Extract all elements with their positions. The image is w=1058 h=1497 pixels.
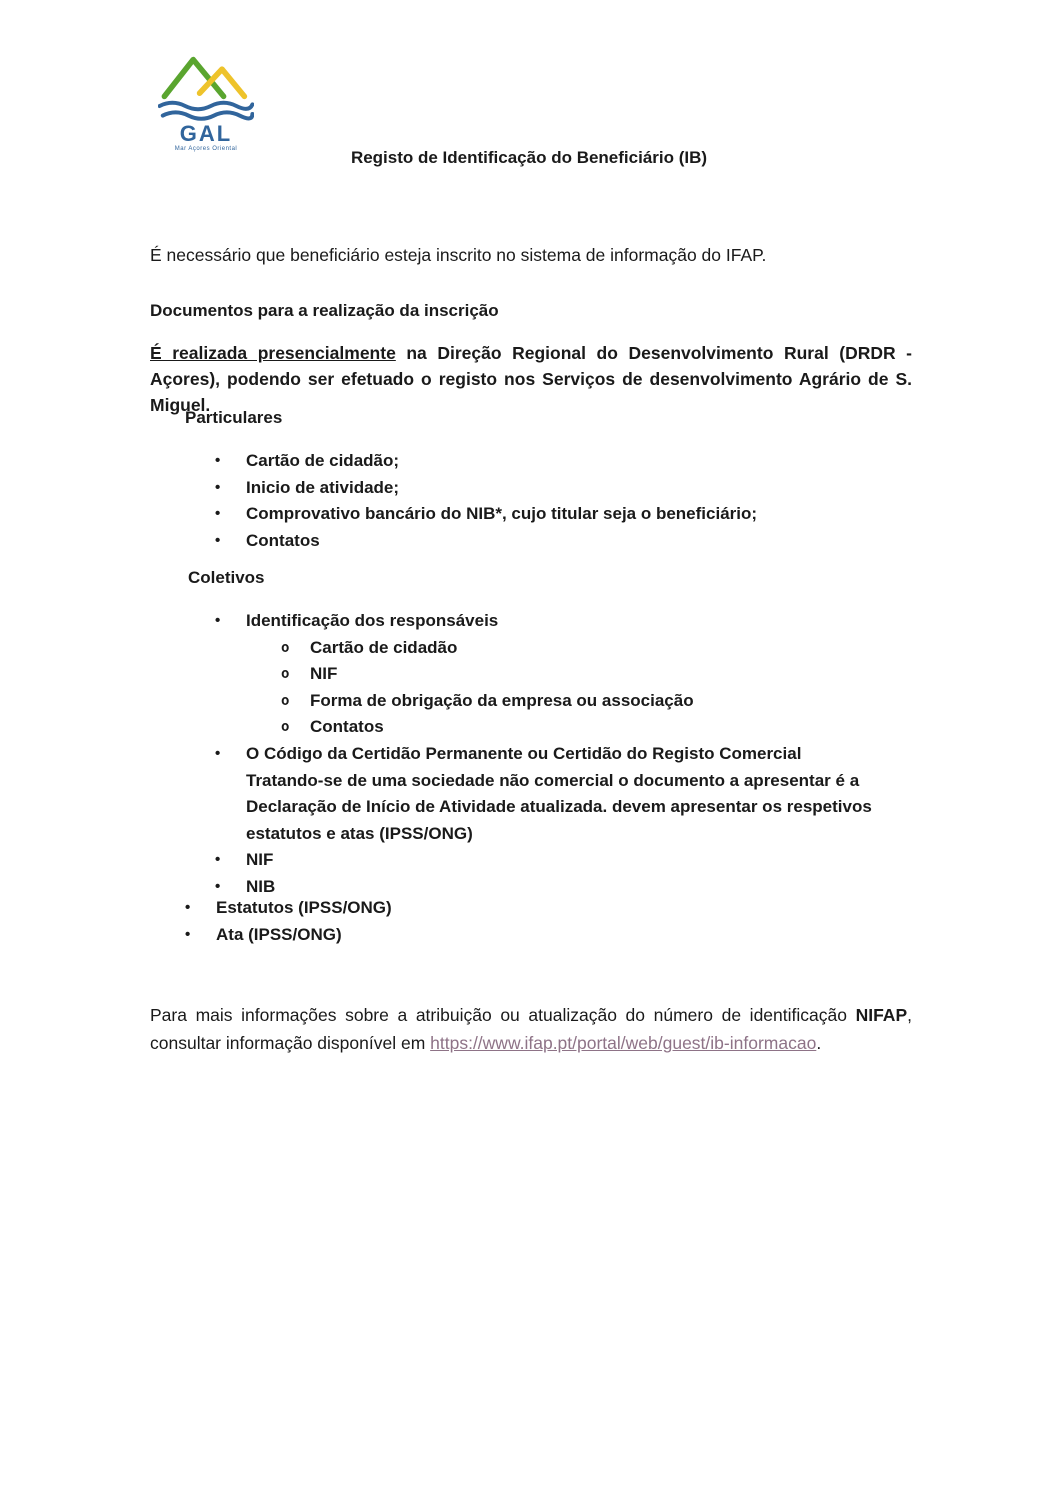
logo-text: GAL <box>179 121 233 146</box>
bullet-icon: • <box>215 478 221 496</box>
list-item-text: NIF <box>310 664 338 684</box>
page-title: Registo de Identificação do Beneficiário (IB) <box>350 148 708 167</box>
sub-list-item <box>215 714 935 741</box>
list-item-text-block <box>246 741 872 847</box>
circle-bullet-icon: o <box>281 719 290 736</box>
list-item <box>215 528 915 555</box>
particulares-list <box>215 448 915 554</box>
list-item-text: Cartão de cidadão <box>310 637 458 657</box>
bullet-icon: • <box>215 505 221 523</box>
footer-period: . <box>816 1033 822 1053</box>
circle-bullet-icon: o <box>281 666 290 683</box>
list-item-text: Comprovativo bancário do NIB*, cujo titular seja o beneficiário; <box>246 504 758 524</box>
coletivos-heading: Coletivos <box>188 568 265 587</box>
registration-paragraph <box>150 340 912 418</box>
sub-list-item <box>215 635 935 662</box>
list-item <box>215 608 935 635</box>
list-item <box>215 448 915 475</box>
gal-logo <box>156 50 256 153</box>
sub-list-item <box>215 661 935 688</box>
list-item-text: Inicio de atividade; <box>246 477 400 497</box>
text-line: Tratando-se de uma sociedade não comercial o documento a apresentar é a <box>246 770 860 790</box>
list-item-text: Cartão de cidadão; <box>246 451 400 470</box>
bullet-icon: • <box>185 925 191 943</box>
circle-bullet-icon: o <box>281 639 290 656</box>
list-item-multiline <box>215 741 935 847</box>
list-item-text: Contatos <box>246 530 320 550</box>
list-item <box>185 895 885 922</box>
bullet-icon: • <box>215 452 221 469</box>
bullet-icon: • <box>215 612 221 629</box>
footer-text-before: Para mais informações sobre a atribuição ou atualização do número de identificação <box>150 1005 856 1025</box>
bullet-icon: • <box>185 899 191 916</box>
bullet-icon: • <box>215 531 221 549</box>
text-line: estatutos e atas (IPSS/ONG) <box>246 823 473 843</box>
list-item-text: Identificação dos responsáveis <box>246 611 499 630</box>
circle-bullet-icon: o <box>281 692 290 709</box>
text-line: O Código da Certidão Permanente ou Certidão do Registo Comercial <box>246 743 802 763</box>
ifap-info-link[interactable]: https://www.ifap.pt/portal/web/guest/ib-informacao <box>430 1033 817 1053</box>
sub-list-item <box>215 688 935 715</box>
particulares-heading: Particulares <box>185 408 283 427</box>
outer-list <box>185 895 885 948</box>
list-item <box>185 922 885 949</box>
logo-tagline: Mar Açores Oriental <box>174 146 238 152</box>
paragraph-rest: na Direção Regional do Desenvolvimento Rural (DRDR - Açores), podendo ser efetuado o registo nos Serviços de desenvolvimento Agrário de S. Miguel. <box>150 343 912 415</box>
footer-bold-nifap: NIFAP <box>855 1005 908 1025</box>
underlined-phrase: É realizada presencialmente <box>150 343 396 363</box>
text-line: Declaração de Início de Atividade atualizada. devem apresentar os respetivos <box>246 797 872 817</box>
footer-text-after: , consultar informação disponível em <box>150 1005 912 1053</box>
list-item-text: Ata (IPSS/ONG) <box>216 924 342 944</box>
bullet-icon: • <box>215 851 221 869</box>
list-item <box>215 501 915 528</box>
list-item-text: NIB <box>246 876 276 896</box>
documents-section-heading: Documentos para a realização da inscrição <box>150 301 499 320</box>
coletivos-list <box>215 608 935 901</box>
list-item-text: Contatos <box>310 717 384 737</box>
gal-mountains-waves-icon <box>158 50 254 122</box>
list-item <box>215 847 935 874</box>
bullet-icon: • <box>215 877 221 895</box>
list-item-text: Estatutos (IPSS/ONG) <box>216 898 392 917</box>
intro-paragraph: É necessário que beneficiário esteja inscrito no sistema de informação do IFAP. <box>150 244 767 265</box>
footer-paragraph <box>150 1001 912 1057</box>
list-item <box>215 475 915 502</box>
list-item-text: NIF <box>246 850 274 870</box>
bullet-icon: • <box>215 744 221 762</box>
list-item-text: Forma de obrigação da empresa ou associação <box>310 690 694 710</box>
